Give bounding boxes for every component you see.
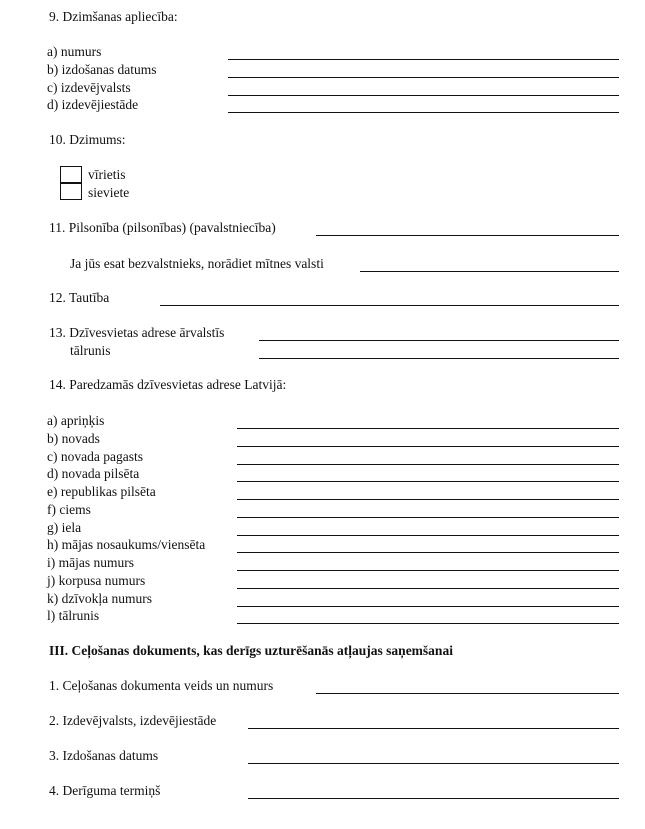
travel-doc-validity-label: 4. Derīguma termiņš [49, 783, 161, 798]
address-label: i) mājas numurs [47, 555, 134, 570]
address-label: l) tālrunis [47, 608, 100, 623]
foreign-phone-label: tālrunis [70, 343, 111, 358]
address-label: h) mājas nosaukums/viensēta [47, 537, 206, 552]
address-label: d) novada pilsēta [47, 466, 140, 481]
travel-doc-type-field[interactable] [316, 693, 619, 694]
address-label: b) novads [47, 431, 100, 446]
birth-cert-number-label: a) numurs [47, 44, 102, 59]
nationality-field[interactable] [160, 305, 619, 306]
stateless-label: Ja jūs esat bezvalstnieks, norādiet mītnes valsti [70, 256, 324, 271]
birth-cert-issuing-authority-field[interactable] [228, 112, 619, 113]
address-label: f) ciems [47, 502, 91, 517]
address-label: a) apriņķis [47, 413, 105, 428]
residence-country-field[interactable] [360, 271, 619, 272]
address-label: e) republikas pilsēta [47, 484, 156, 499]
address-label: g) iela [47, 520, 82, 535]
address-label: k) dzīvokļa numurs [47, 591, 152, 606]
section-12-title: 12. Tautība [49, 290, 110, 305]
address-field[interactable] [237, 535, 619, 536]
address-field[interactable] [237, 499, 619, 500]
address-field[interactable] [237, 481, 619, 482]
birth-cert-number-field[interactable] [228, 59, 619, 60]
travel-doc-issuer-label: 2. Izdevējvalsts, izdevējiestāde [49, 713, 217, 728]
address-field[interactable] [237, 428, 619, 429]
travel-doc-issue-date-field[interactable] [248, 763, 619, 764]
address-label: c) novada pagasts [47, 449, 143, 464]
birth-cert-issue-date-field[interactable] [228, 77, 619, 78]
travel-doc-validity-field[interactable] [248, 798, 619, 799]
foreign-address-field[interactable] [259, 340, 619, 341]
birth-cert-issuing-authority-label: d) izdevējiestāde [47, 97, 139, 112]
male-label: vīrietis [88, 167, 126, 182]
section-iii-heading: III. Ceļošanas dokuments, kas derīgs uzturēšanās atļaujas saņemšanai [49, 643, 453, 658]
travel-doc-issuer-field[interactable] [248, 728, 619, 729]
address-field[interactable] [237, 446, 619, 447]
address-field[interactable] [237, 606, 619, 607]
address-field[interactable] [237, 517, 619, 518]
section-11-title: 11. Pilsonība (pilsonības) (pavalstniecība) [49, 220, 276, 235]
section-9-title: 9. Dzimšanas apliecība: [49, 9, 178, 24]
address-field[interactable] [237, 552, 619, 553]
male-checkbox[interactable] [60, 166, 82, 183]
birth-cert-issue-date-label: b) izdošanas datums [47, 62, 157, 77]
foreign-phone-field[interactable] [259, 358, 619, 359]
section-14-title: 14. Paredzamās dzīvesvietas adrese Latvijā: [49, 377, 287, 392]
female-checkbox[interactable] [60, 183, 82, 200]
birth-cert-issuing-country-field[interactable] [228, 95, 619, 96]
section-13-title: 13. Dzīvesvietas adrese ārvalstīs [49, 325, 225, 340]
travel-doc-type-label: 1. Ceļošanas dokumenta veids un numurs [49, 678, 274, 693]
address-field[interactable] [237, 623, 619, 624]
section-10-title: 10. Dzimums: [49, 132, 126, 147]
female-label: sieviete [88, 185, 130, 200]
travel-doc-issue-date-label: 3. Izdošanas datums [49, 748, 159, 763]
address-field[interactable] [237, 464, 619, 465]
citizenship-field[interactable] [316, 235, 619, 236]
address-label: j) korpusa numurs [47, 573, 146, 588]
address-field[interactable] [237, 570, 619, 571]
birth-cert-issuing-country-label: c) izdevējvalsts [47, 80, 131, 95]
address-field[interactable] [237, 588, 619, 589]
